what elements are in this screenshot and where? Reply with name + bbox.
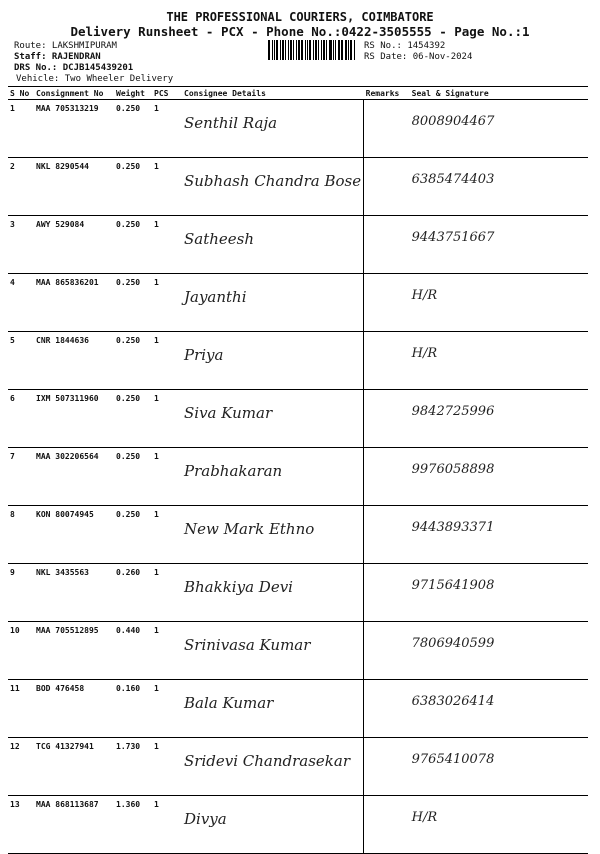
table-row [8,564,588,622]
cell-remarks [364,564,410,622]
table-row [8,390,588,448]
cell-remarks [364,680,410,738]
cell-sno: 13 [8,796,34,854]
cell-seal-signature: 9443751667 [410,216,588,274]
cell-pcs: 1 [152,738,182,796]
cell-weight: 0.250 [114,100,152,158]
cell-sno: 5 [8,332,34,390]
cell-consignment: MAA 865836201 [34,274,114,332]
table-row [8,100,588,158]
cell-consignee-signature: New Mark Ethno [182,506,364,564]
cell-weight: 0.250 [114,332,152,390]
cell-pcs: 1 [152,622,182,680]
cell-remarks [364,738,410,796]
cell-remarks [364,448,410,506]
cell-consignee-signature: Prabhakaran [182,448,364,506]
col-sno: S No [8,87,34,100]
cell-pcs: 1 [152,390,182,448]
cell-seal-signature: H/R [410,332,588,390]
col-weight: Weight [114,87,152,100]
rs-no-label: RS No.: 1454392 [364,41,446,51]
table-row [8,448,588,506]
cell-consignee-signature: Bala Kumar [182,680,364,738]
cell-pcs: 1 [152,100,182,158]
cell-weight: 0.250 [114,390,152,448]
cell-consignment: MAA 302206564 [34,448,114,506]
cell-pcs: 1 [152,564,182,622]
cell-consignee-signature: Senthil Raja [182,100,364,158]
cell-pcs: 1 [152,158,182,216]
table-row [8,738,588,796]
cell-remarks [364,158,410,216]
cell-consignee-signature: Divya [182,796,364,854]
rs-date-label: RS Date: 06-Nov-2024 [364,52,473,62]
cell-consignment: BOD 476458 [34,680,114,738]
table-row [8,622,588,680]
cell-weight: 0.250 [114,216,152,274]
cell-sno: 6 [8,390,34,448]
col-remarks: Remarks [364,87,410,100]
cell-seal-signature: 6383026414 [410,680,588,738]
cell-seal-signature: 6385474403 [410,158,588,216]
cell-seal-signature: 7806940599 [410,622,588,680]
cell-remarks [364,332,410,390]
cell-consignee-signature: Bhakkiya Devi [182,564,364,622]
runsheet-subtitle: Delivery Runsheet - PCX - Phone No.:0422-3505555 - Page No.:1 [70,24,530,39]
cell-sno: 1 [8,100,34,158]
cell-sno: 4 [8,274,34,332]
vehicle-label: Vehicle: Two Wheeler Delivery [16,74,174,84]
cell-remarks [364,796,410,854]
cell-pcs: 1 [152,796,182,854]
drs-label: DRS No.: DCJB145439201 [14,63,134,73]
cell-pcs: 1 [152,680,182,738]
cell-pcs: 1 [152,274,182,332]
cell-consignee-signature: Siva Kumar [182,390,364,448]
cell-seal-signature: 9443893371 [410,506,588,564]
cell-consignment: KON 80074945 [34,506,114,564]
cell-remarks [364,622,410,680]
cell-sno: 3 [8,216,34,274]
cell-consignment: NKL 8290544 [34,158,114,216]
cell-consignment: NKL 3435563 [34,564,114,622]
cell-seal-signature: 9765410078 [410,738,588,796]
cell-sno: 12 [8,738,34,796]
cell-consignee-signature: Sridevi Chandrasekar [182,738,364,796]
cell-weight: 0.440 [114,622,152,680]
cell-seal-signature: 9842725996 [410,390,588,448]
cell-weight: 0.250 [114,448,152,506]
cell-weight: 0.160 [114,680,152,738]
col-pcs: PCS [152,87,182,100]
staff-label: Staff: RAJENDRAN [14,52,101,62]
runsheet-table [8,86,588,854]
cell-sno: 2 [8,158,34,216]
cell-consignee-signature: Satheesh [182,216,364,274]
cell-weight: 0.250 [114,274,152,332]
table-row [8,158,588,216]
cell-sno: 7 [8,448,34,506]
cell-consignment: AWY 529084 [34,216,114,274]
cell-consignment: CNR 1844636 [34,332,114,390]
table-row [8,506,588,564]
cell-remarks [364,274,410,332]
cell-sno: 10 [8,622,34,680]
cell-remarks [364,216,410,274]
cell-pcs: 1 [152,216,182,274]
col-consignment: Consignment No [34,87,114,100]
cell-consignment: MAA 705313219 [34,100,114,158]
cell-weight: 0.260 [114,564,152,622]
cell-consignee-signature: Srinivasa Kumar [182,622,364,680]
table-row [8,274,588,332]
cell-seal-signature: H/R [410,274,588,332]
table-row [8,680,588,738]
company-title: THE PROFESSIONAL COURIERS, COIMBATORE [166,10,434,24]
cell-remarks [364,506,410,564]
cell-pcs: 1 [152,448,182,506]
cell-remarks [364,100,410,158]
col-consignee: Consignee Details [182,87,364,100]
cell-seal-signature: 9976058898 [410,448,588,506]
cell-seal-signature: 9715641908 [410,564,588,622]
cell-remarks [364,390,410,448]
cell-consignee-signature: Priya [182,332,364,390]
cell-sno: 11 [8,680,34,738]
barcode [268,40,356,60]
table-row [8,796,588,854]
cell-weight: 1.360 [114,796,152,854]
table-row [8,216,588,274]
col-seal: Seal & Signature [410,87,588,100]
cell-seal-signature: H/R [410,796,588,854]
cell-consignment: IXM 507311960 [34,390,114,448]
cell-pcs: 1 [152,332,182,390]
cell-pcs: 1 [152,506,182,564]
cell-sno: 8 [8,506,34,564]
cell-seal-signature: 8008904467 [410,100,588,158]
cell-consignment: TCG 41327941 [34,738,114,796]
cell-consignee-signature: Subhash Chandra Bose [182,158,364,216]
cell-consignee-signature: Jayanthi [182,274,364,332]
cell-weight: 1.730 [114,738,152,796]
cell-consignment: MAA 705512895 [34,622,114,680]
table-row [8,332,588,390]
cell-sno: 9 [8,564,34,622]
table-header [8,87,588,100]
route-label: Route: LAKSHMIPURAM [14,41,117,51]
cell-weight: 0.250 [114,158,152,216]
cell-weight: 0.250 [114,506,152,564]
cell-consignment: MAA 868113687 [34,796,114,854]
